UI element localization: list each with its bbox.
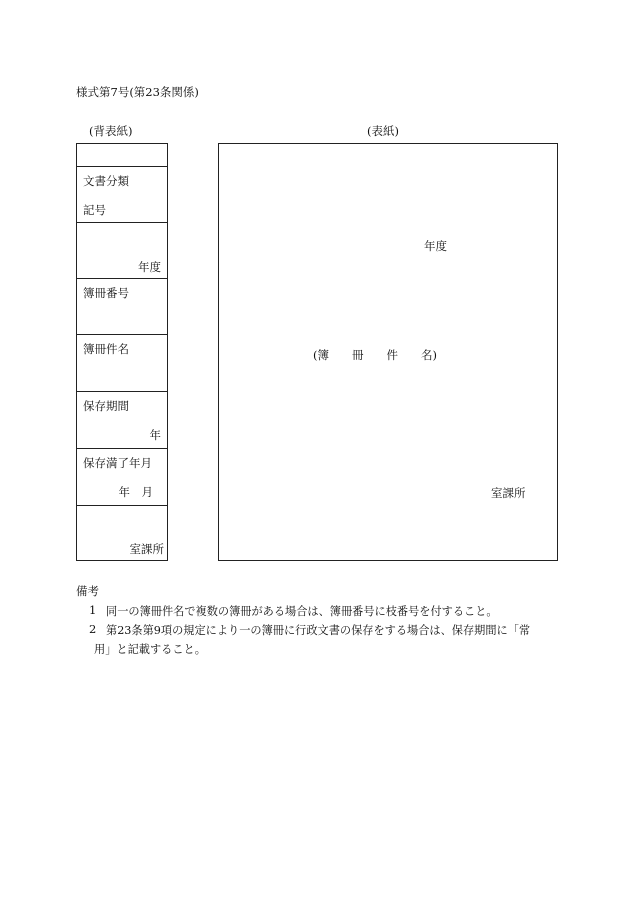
note-2-number: 2 [89,622,97,636]
notes-heading: 備考 [76,584,99,598]
cover-office-label: 室課所 [491,486,526,500]
spine-divider [77,448,167,449]
cover-box [218,143,558,561]
note-2-continuation: 用」と記載すること。 [94,643,206,656]
note-1-text: 同一の簿冊件名で複数の簿冊がある場合は、簿冊番号に枝番号を付すること。 [106,605,498,618]
spine-office-label: 室課所 [129,542,164,556]
spine-box [76,143,168,561]
spine-fiscal-year-unit: 年度 [138,260,161,274]
spine-divider [77,222,167,223]
code-label: 記号 [83,203,106,217]
spine-caption: (背表紙) [89,124,133,138]
volume-name-label: 簿冊件名 [83,342,129,356]
retention-end-label: 保存満了年月 [83,456,152,470]
spine-divider [77,278,167,279]
spine-divider [77,334,167,335]
retention-end-unit: 年 月 [118,485,153,499]
note-2-text: 第23条第9項の規定により一の簿冊に行政文書の保存をする場合は、保存期間に「常 [106,624,531,637]
cover-volume-name: (簿 冊 件 名) [313,348,437,362]
cover-fiscal-year-unit: 年度 [424,239,447,253]
form-title: 様式第7号(第23条関係) [76,85,199,99]
cover-caption: (表紙) [367,124,399,138]
spine-divider [77,391,167,392]
classification-label: 文書分類 [83,174,129,188]
note-1-number: 1 [89,603,97,617]
volume-number-label: 簿冊番号 [83,286,129,300]
spine-divider [77,166,167,167]
retention-period-label: 保存期間 [83,399,129,413]
spine-divider [77,505,167,506]
retention-period-unit: 年 [149,428,161,442]
